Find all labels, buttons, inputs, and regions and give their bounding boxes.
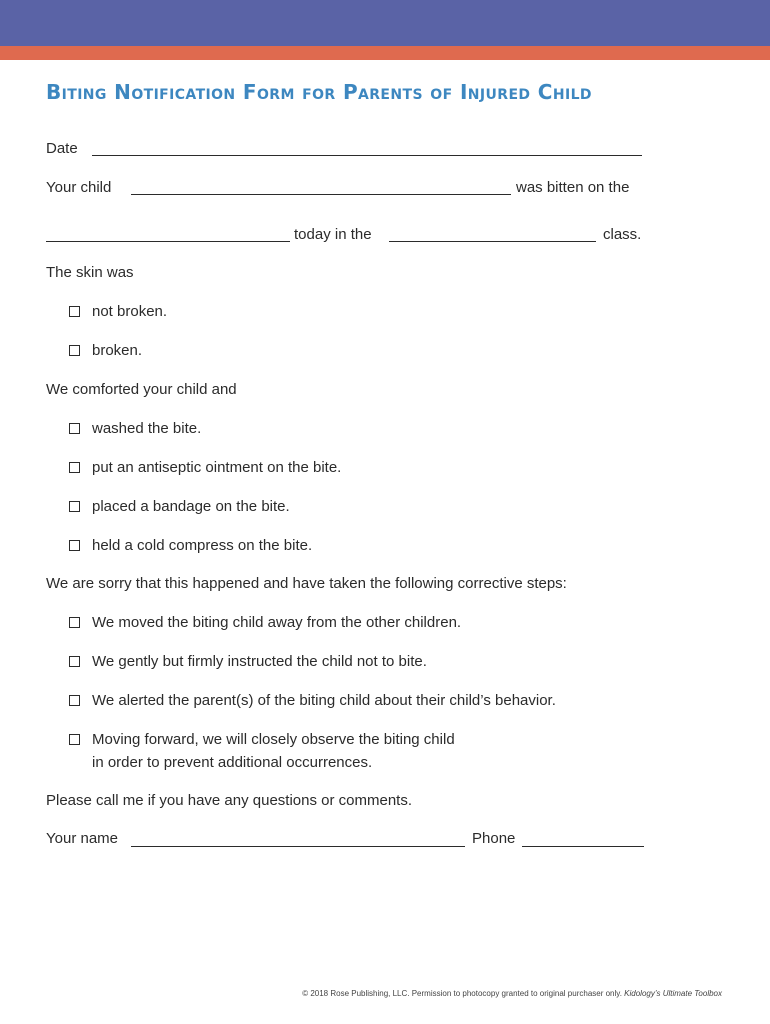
option-label: put an antiseptic ointment on the bite. — [92, 459, 342, 476]
class-name-field[interactable] — [389, 241, 596, 242]
form-title: Biting Notification Form for Parents of Injured Child — [46, 80, 592, 104]
checkbox[interactable] — [69, 540, 80, 551]
comfort-prompt: We comforted your child and — [46, 381, 237, 398]
phone-field[interactable] — [522, 846, 644, 847]
skin-option-not-broken[interactable] — [69, 300, 167, 323]
corrective-option-observe[interactable] — [69, 728, 455, 774]
checkbox[interactable] — [69, 423, 80, 434]
corrective-option-moved[interactable] — [69, 611, 461, 634]
comfort-option-bandage[interactable] — [69, 495, 290, 518]
checkbox[interactable] — [69, 345, 80, 356]
phone-label: Phone — [472, 830, 516, 847]
bite-location-field[interactable] — [46, 241, 290, 242]
option-label: We gently but firmly instructed the child not to bite. — [92, 653, 427, 670]
header-band — [0, 0, 770, 46]
comfort-option-washed[interactable] — [69, 417, 201, 440]
option-label: Moving forward, we will closely observe the biting child in order to prevent additional occurrences. — [92, 731, 455, 771]
option-label: We alerted the parent(s) of the biting child about their child’s behavior. — [92, 692, 556, 709]
skin-prompt: The skin was — [46, 264, 134, 281]
corrective-prompt: We are sorry that this happened and have taken the following corrective steps: — [46, 575, 567, 592]
date-field[interactable] — [92, 155, 642, 156]
checkbox[interactable] — [69, 306, 80, 317]
checkbox[interactable] — [69, 617, 80, 628]
call-text: Please call me if you have any questions or comments. — [46, 792, 413, 809]
checkbox[interactable] — [69, 501, 80, 512]
checkbox[interactable] — [69, 734, 80, 745]
option-label: placed a bandage on the bite. — [92, 498, 290, 515]
child-name-field[interactable] — [131, 194, 511, 195]
skin-option-broken[interactable] — [69, 339, 142, 362]
bitten-on-label: was bitten on the — [516, 179, 630, 196]
checkbox[interactable] — [69, 462, 80, 473]
date-label: Date — [46, 140, 78, 157]
accent-stripe — [0, 46, 770, 60]
option-label: not broken. — [92, 303, 168, 320]
option-label: held a cold compress on the bite. — [92, 537, 313, 554]
your-name-label: Your name — [46, 830, 118, 847]
child-name-label: Your child — [46, 179, 112, 196]
your-name-field[interactable] — [131, 846, 465, 847]
option-label: washed the bite. — [92, 420, 202, 437]
comfort-option-ointment[interactable] — [69, 456, 341, 479]
checkbox[interactable] — [69, 695, 80, 706]
copyright-text: © 2018 Rose Publishing, LLC. Permission to photocopy granted to original purchaser only. — [302, 989, 622, 998]
corrective-option-instructed[interactable] — [69, 650, 427, 673]
checkbox[interactable] — [69, 656, 80, 667]
book-title: Kidology’s Ultimate Toolbox — [624, 989, 722, 998]
option-label: We moved the biting child away from the other children. — [92, 614, 462, 631]
class-label: class. — [603, 226, 642, 243]
comfort-option-cold-compress[interactable] — [69, 534, 312, 557]
today-in-label: today in the — [294, 226, 372, 243]
copyright-footer — [302, 989, 722, 998]
corrective-option-alerted-parents[interactable] — [69, 689, 556, 712]
option-label: broken. — [92, 342, 143, 359]
